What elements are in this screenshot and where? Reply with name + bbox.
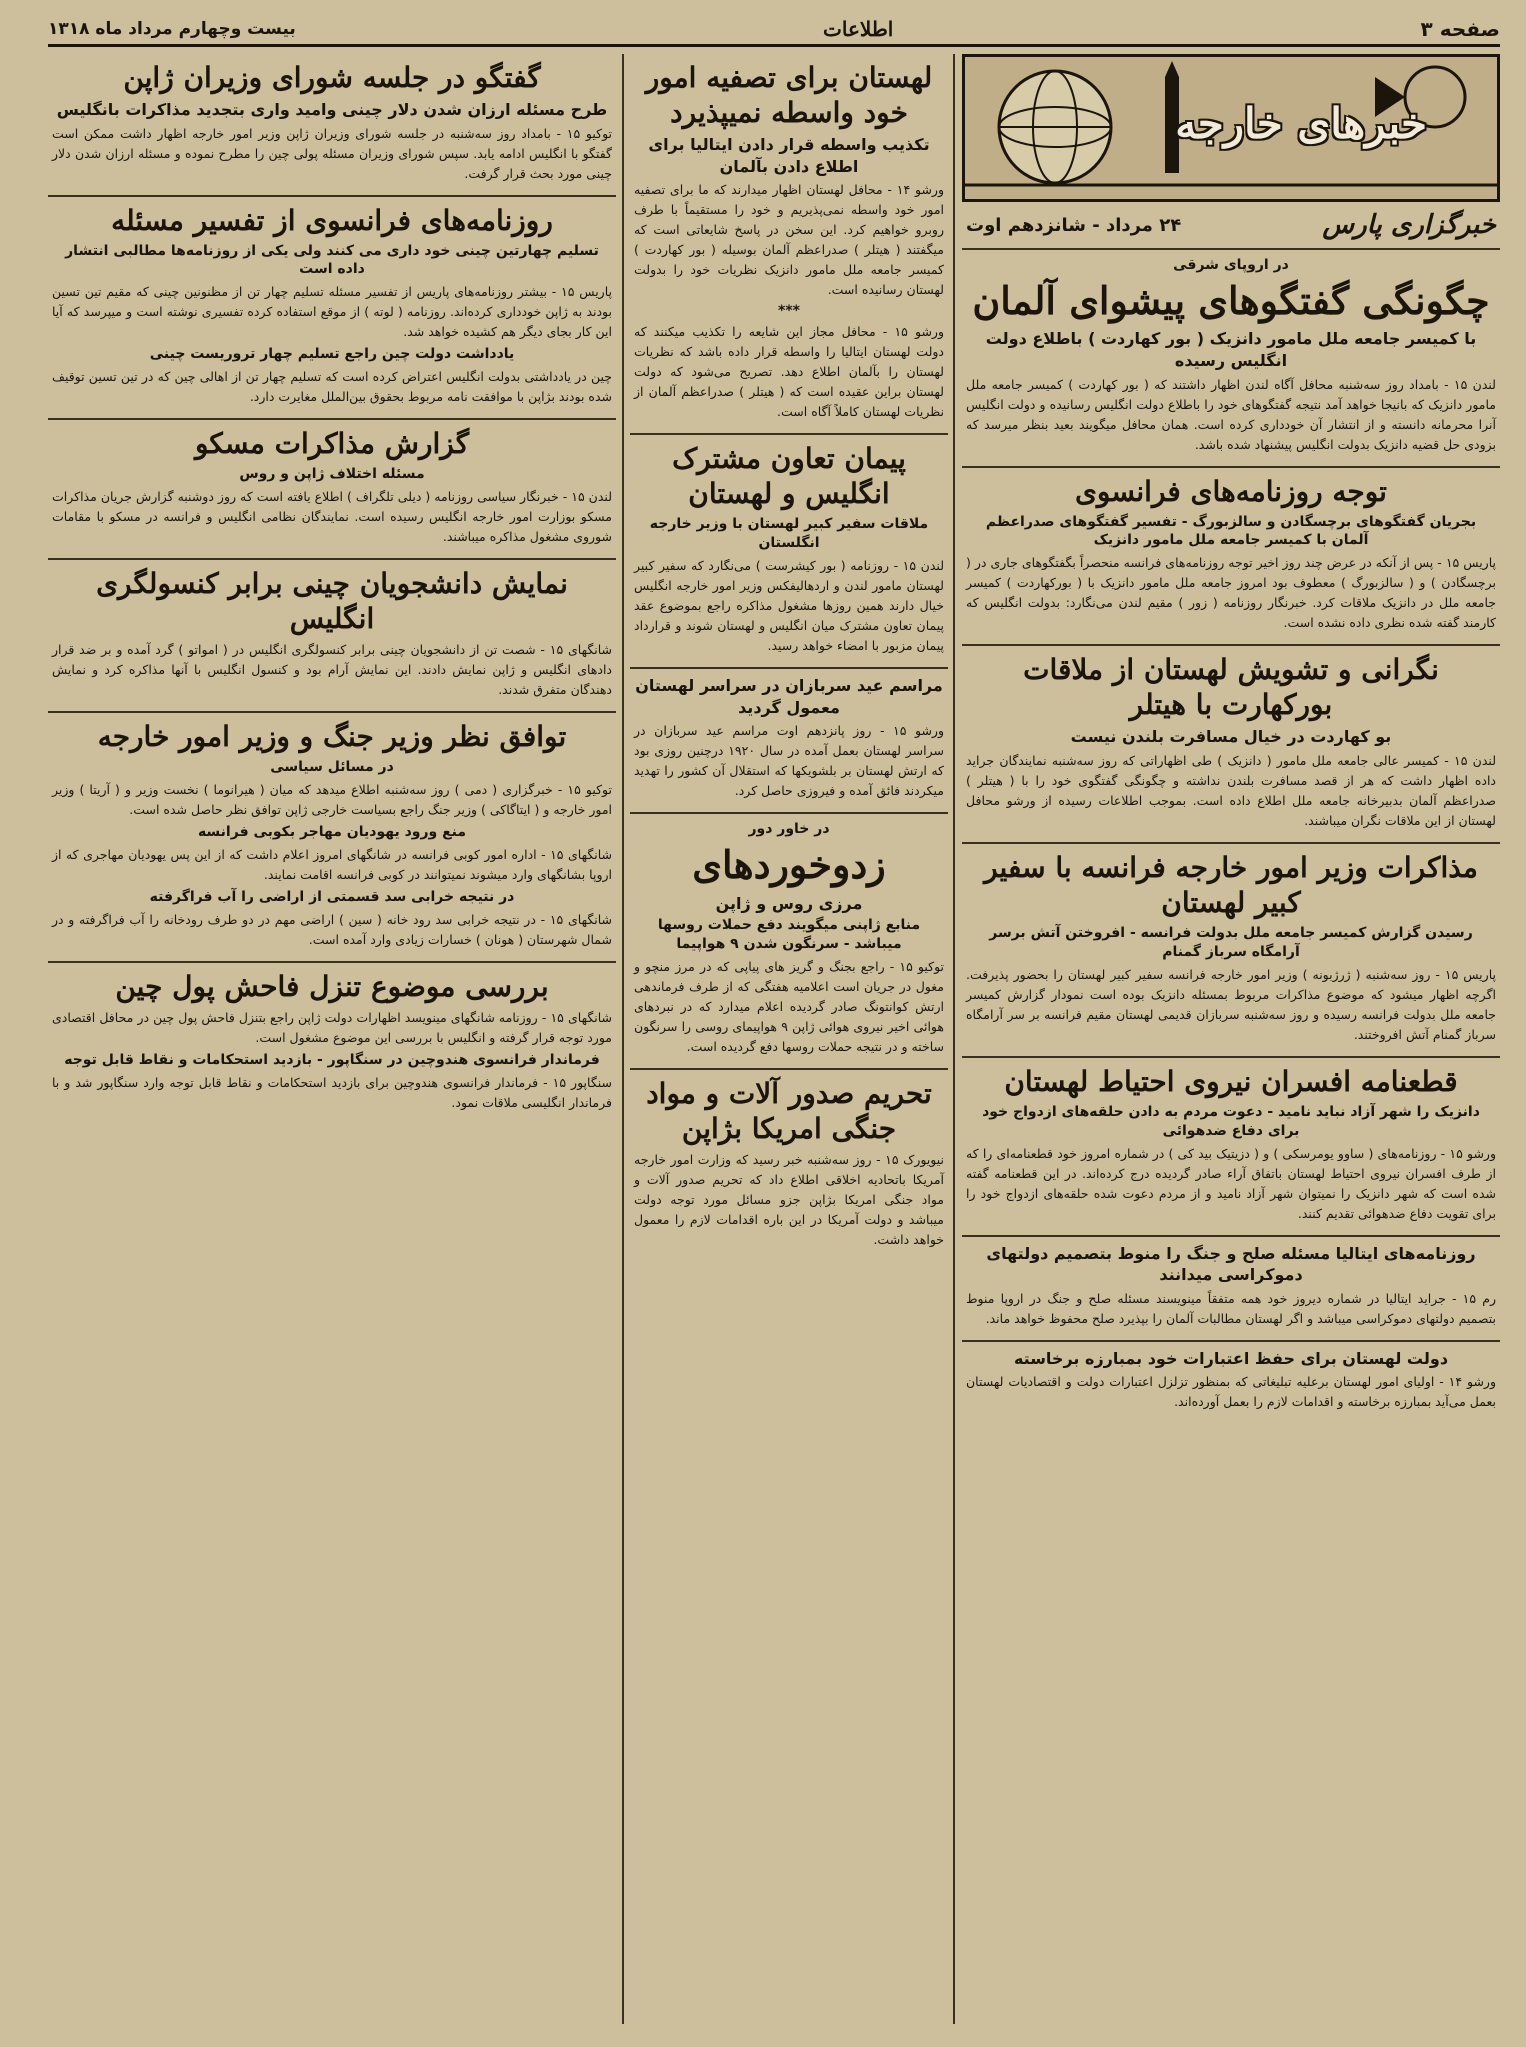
article-subhead: با کمیسر جامعه ملل مامور دانزیک ( بور کهاردت ) باطلاع دولت انگلیس رسیده <box>985 329 1477 370</box>
article <box>48 560 616 713</box>
article-body: شانگهای ۱۵ - روزنامه شانگهای مینویسد اظهارات دولت ژاپن راجع بتنزل فاحش پول چین در محافل اقتصادی مورد توجه قرار گرفته و انگلیس با بررسی این موضوع مشغول است. <box>52 1009 612 1045</box>
article-subhead: تکذیب واسطه قرار دادن ایتالیا برای اطلاع دادن بآلمان <box>648 135 930 176</box>
page-number: صفحه ۳ <box>1420 17 1500 41</box>
article-body: شانگهای ۱۵ - شصت تن از دانشجویان چینی برابر کنسولگری انگلیس در ( امواتو ) گرد آمده و بر ضد قرار دادهای انگلیس و ژاپن نمایش دادند. این نمایش آرام بود و کنسول انگلیس با آنها مذاکره کرد و نمایش دهندگان متفرق شدند. <box>52 642 612 698</box>
article <box>962 1342 1500 1424</box>
article-body: پاریس ۱۵ - بیشتر روزنامه‌های پاریس از تفسیر مسئله تسلیم چهار تن از مظنونین چینی که مقیم تین تسین بودند به ژاپن خودداری کرده‌اند. روزنامه ( لوته ) از موقع استفاده کرده تفسیری نوشته است و میپرسد که آیا این کار بجای دیگر هم کشیده خواهد شد. <box>52 284 612 340</box>
article-body: چین در یادداشتی بدولت انگلیس اعتراض کرده است که تسلیم چهار تن از اهالی چین که در تین تسین توقیف شده بودند بژاپن با موافقت نامه مربوط بحقوق بین‌الملل مغایرت دارد. <box>52 369 612 405</box>
article-headline: روزنامه‌های ایتالیا مسئله صلح و جنگ را منوط بتصمیم دولتهای دموکراسی میدانند <box>986 1243 1476 1285</box>
newspaper-page <box>48 14 1500 2024</box>
issue-date: بیست وچهارم مرداد ماه ۱۳۱۸ <box>48 19 296 39</box>
article-headline: توجه روزنامه‌های فرانسوی <box>1075 474 1387 508</box>
article <box>962 844 1500 1058</box>
article-subhead: در مسائل سیاسی <box>270 759 394 776</box>
article-body: نیویورک ۱۵ - روز سه‌شنبه خبر رسید که وزارت امور خارجه آمریکا باتحادیه اخلاقی اطلاع داد که تحریم صدور آلات و مواد جنگی امریکا بژاپن جزو مسائل مورد توجه دولت میباشد و دولت آمریکا در این باره اقدامات لازم را معمول خواهد داشت. <box>634 1151 945 1247</box>
article-body: ورشو ۱۴ - محافل لهستان اظهار میدارند که ما برای تصفیه امور خود واسطه نمی‌پذیریم و خود را مستقیماً با طرف روبرو خواهیم کرد. این سخن در پاسخ شایعاتی است که میگفتند ( هیتلر ) صدراعظم آلمان بوسیله ( بور کهاردت ) کمیسر جامعه ملل مامور دانزیک نظریات خود را بدولت لهستان رسانیده است. <box>634 182 944 298</box>
article-headline: پیمان تعاون مشترک انگلیس و لهستان <box>672 442 906 511</box>
article-body: شانگهای ۱۵ - در نتیجه خرابی سد رود خانه ( سین ) اراضی مهم در دو طرف رودخانه را آب فراگرفته و در شمال شهرستان ( هونان ) خسارات زیادی وارد آمده است. <box>52 911 612 947</box>
newspaper-name: اطلاعات <box>823 17 894 41</box>
article <box>630 669 948 814</box>
article-kicker: در خاور دور <box>748 821 830 838</box>
article-headline: روزنامه‌های فرانسوی از تفسیر مسئله <box>111 203 553 237</box>
article <box>962 468 1500 647</box>
article-headline: چگونگی گفتگوهای پیشوای آلمان <box>972 277 1490 323</box>
article-subhead: بجریان گفتگوهای برچسگادن و سالزبورگ - تفسیر گفتگوهای صدراعظم آلمان با کمیسر جامعه ملل مامور دانزیک <box>985 513 1477 549</box>
agency-date: ۲۴ مرداد - شانزدهم اوت <box>966 214 1182 236</box>
column-rule <box>622 54 624 2024</box>
article-body: ورشو ۱۵ - روزنامه‌های ( ساوو یومرسکی ) و ( دزیتیک بید کی ) در شماره امروز خود قطعنامه‌ای را که از طرف افسران نیروی احتیاط لهستان باتفاق آراء صادر گردیده درج کرده‌اند. در این قطعنامه گفته شده است که شهر دانزیک را نمیتوان شهر آزاد نامید و از مردم دعوت شده حلقه‌های ازدواج خود را برای تقویت دفاع ضدهوائی تقدیم کنند. <box>966 1145 1496 1221</box>
article-headline: بررسی موضوع تنزل فاحش پول چین <box>115 969 549 1003</box>
article-headline: نگرانی و تشویش لهستان از ملاقات بورکهارت با هیتلر <box>1023 653 1439 722</box>
column-rule <box>953 54 955 2024</box>
article-headline: مراسم عید سربازان در سراسر لهستان معمول گردید <box>635 675 943 717</box>
article-body: لندن ۱۵ - خبرنگار سیاسی روزنامه ( دیلی تلگراف ) اطلاع یافته است که روز دوشنبه گزارش جریان مذاکرات مسکو بوزارت امور خارجه انگلیس رسیده است. نمایندگان نظامی انگلیس و فرانسه در مسکو با مقامات شوروی مشغول مذاکره میباشند. <box>52 489 613 545</box>
article <box>630 814 948 1070</box>
column-right <box>962 54 1500 2024</box>
article-body: سنگاپور ۱۵ - فرماندار فرانسوی هندوچین برای بازدید استحکامات و نقاط قابل توجه وارد سنگاپور شد و با فرماندار انگلیسی ملاقات نمود. <box>52 1074 612 1110</box>
foreign-news-banner <box>962 54 1500 202</box>
article-body: لندن ۱۵ - کمیسر عالی جامعه ملل مامور ( دانزیک ) طی اظهاراتی که روز سه‌شنبه نمایندگان جراید داده اظهار داشت که هر از قصد مسافرت بلندن نداشته و چگونگی گفتگوی خود را با ( هیتلر ) صدراعظم آلمان بدبیرخانه جامعه ملل اطلاع داده است. بموجب اطلاعات رسیده از ورشو محافل لهستان از این ملاقات نگران میباشند. <box>966 752 1497 828</box>
article-body: رم ۱۵ - جراید ایتالیا در شماره دیروز خود همه متفقاً مینویسند مسئله صلح و جنگ در اروپا منوط بتصمیم دولتهای دموکراسی میباشد و اگر لهستان مطالبات آلمان را بپذیرد صلح محفوظ خواهد ماند. <box>966 1290 1497 1326</box>
article-headline: گزارش مذاکرات مسکو <box>194 427 470 461</box>
article-headline: در نتیجه خرابی سد قسمتی از اراضی را آب فراگرفته <box>149 888 515 905</box>
column-middle <box>630 54 948 2024</box>
article-subhead: تسلیم چهارتین چینی خود داری می کنند ولی یکی از روزنامه‌ها مطالبی انتشار داده است <box>65 242 599 278</box>
article <box>48 420 616 560</box>
article-subhead: رسیدن گزارش کمیسر جامعه ملل بدولت فرانسه - افروختن آتش برسر آرامگاه سرباز گمنام <box>989 924 1473 960</box>
article-subhead: بو کهاردت در خیال مسافرت بلندن نیست <box>1070 727 1392 747</box>
column-left <box>48 54 616 2024</box>
article-body: پاریس ۱۵ - روز سه‌شنبه ( ژرژبونه ) وزیر امور خارجه فرانسه سفیر کبیر لهستان را بحضور پذیرفت. اگرچه اظهار میشود که موضوع مذاکرات مربوط بمسئله دانزیک بوده است نمودار گزارش کمیسر جامعه ملل بدولت فرانسه رسیده و روز سه‌شنبه سربازان قدیمی لهستان مقیم فرانسه بر سر آرامگاه سرباز گمنام آتش افروختند. <box>966 966 1496 1042</box>
article-kicker: در اروپای شرقی <box>1173 257 1289 273</box>
article <box>962 250 1500 468</box>
masthead <box>48 14 1500 47</box>
article-headline: منع ورود یهودیان مهاجر بکوبی فرانسه <box>197 824 467 841</box>
article <box>48 54 616 197</box>
article-body: لندن ۱۵ - روزنامه ( بور کیشرست ) می‌نگارد که سفیر کبیر لهستان مامور لندن و اردهالیفکس وزیر امور خارجه انگلیس خیال دارند همین روزها مشغول مذاکره راجع بموضوع عقد پیمان تعاون مشترک میان انگلیس و لهستان شوند و قرارداد پیمان مزبور با امضاء خواهد رسید. <box>634 557 945 653</box>
article-body: توکیو ۱۵ - خبرگزاری ( دمی ) روز سه‌شنبه اطلاع میدهد که میان ( هیرانوما ) نخست وزیر و ( آریتا ) وزیر امور خارجه و ( ایتاگاکی ) وزیر جنگ راجع بسیاست خارجی ژاپن توافق نظر حاصل شده است. <box>52 782 612 818</box>
article-subhead: منابع ژاپنی میگویند دفع حملات روسها میباشد - سرنگون شدن ۹ هواپیما <box>657 917 921 953</box>
article-headline: گفتگو در جلسه شورای وزیران ژاپن <box>123 61 541 94</box>
agency-line <box>962 202 1500 250</box>
article-subhead: طرح مسئله ارزان شدن دلار چینی وامید واری بتجدید مذاکرات بانگلیس <box>56 100 608 119</box>
article-body: ورشو ۱۵ - محافل مجاز این شایعه را تکذیب میکنند که دولت لهستان ایتالیا را واسطه قرار داده باشد که نظریات لهستان را بآلمان اطلاع دهد. تصریح می‌شود که دولت لهستان براین عقیده است که ( هیتلر ) صدراعظم آلمان از نظریات لهستان کاملاً آگاه است. <box>634 324 944 420</box>
article-headline: مذاکرات وزیر امور خارجه فرانسه با سفیر کبیر لهستان <box>984 850 1478 919</box>
article-subhead: دانزیک را شهر آزاد نباید نامید - دعوت مردم به دادن حلقه‌های ازدواج خود برای دفاع ضدهوائی <box>982 1103 1480 1139</box>
article <box>48 197 616 421</box>
article <box>630 54 948 435</box>
article-subhead: مرزی روس و ژاپن <box>715 893 863 913</box>
agency-name: خبرگزاری پارس <box>1322 210 1496 240</box>
article-headline: زدوخوردهای <box>692 842 886 888</box>
article <box>48 963 616 1124</box>
article-headline: لهستان برای تصفیه امور خود واسطه نمیپذیرد <box>645 61 933 129</box>
article <box>962 646 1500 844</box>
article <box>962 1058 1500 1237</box>
article-body: لندن ۱۵ - بامداد روز سه‌شنبه محافل آگاه لندن اظهار داشتند که ( بور کهاردت ) کمیسر جامعه ملل مامور دانزیک که بانیجا خواهد آمد نتیجه گفتگوهای خود را باطلاع دولت انگلیس رسانیده و دولت انگلیس آنرا محرمانه دانسته و از انتشار آن خودداری کرده است. همان محافل میگویند بعید بنظر میرسد که بزودی حل قضیه دانزیک بدولت انگلیس پیشنهاد شده باشد. <box>966 376 1496 452</box>
article-subhead: ملاقات سفیر کبیر لهستان با وزیر خارجه انگلستان <box>649 516 929 552</box>
section-separator: *** <box>778 303 800 320</box>
article <box>48 713 616 963</box>
article-body: ورشو ۱۵ - روز پانزدهم اوت مراسم عید سربازان در سراسر لهستان بعمل آمده در سال ۱۹۲۰ درچنین روزی بود که ارتش لهستان بر بلشویکها که استقلال آن کشور را تهدید میکردند فائق آمده و فیروزی حاصل کرد. <box>634 723 944 799</box>
article <box>962 1237 1500 1342</box>
article-headline: فرماندار فرانسوی هندوچین در سنگاپور - بازدید استحکامات و نقاط قابل توجه <box>64 1051 600 1068</box>
article-headline: توافق نظر وزیر جنگ و وزیر امور خارجه <box>97 720 567 754</box>
article-body: ورشو ۱۴ - اولیای امور لهستان برعلیه تبلیغاتی که بمنظور تزلزل اعتبارات دولت و اقتصادیات لهستان بعمل می‌آید بمبارزه برخاسته و اقدامات لازم را بعمل آورده‌اند. <box>966 1374 1497 1410</box>
article-body: توکیو ۱۵ - راجع بجنگ و گریز های پیاپی که در مرز منچو و مغول در جریان است اعلامیه هفتگی که از طرف فرماندهی ارتش کوانتونگ صادر گردیده اعلام میدارد که در نبردهای هوائی اخیر نیروی هوائی ژاپن ۹ هواپیمای روسی را سرنگون ساخته و در نتیجه حملات روسها دفع گردیده است. <box>634 958 945 1054</box>
article-body: توکیو ۱۵ - بامداد روز سه‌شنبه در جلسه شورای وزیران ژاپن وزیر امور خارجه اظهار داشت ممکن است گفتگو با انگلیس ادامه یابد. سپس شورای وزیران مسئله پولی چین را مطرح نموده و مسئله ارزان شدن دلار چینی مورد بحث قرار گرفت. <box>52 125 613 181</box>
article-headline: یادداشت دولت چین راجع تسلیم چهار تروریست چینی <box>149 346 515 363</box>
article-headline: نمایش دانشجویان چینی برابر کنسولگری انگلیس <box>96 567 568 636</box>
article <box>630 1070 948 1261</box>
article <box>630 435 948 669</box>
banner-title: خبرهای خارجه <box>1175 99 1427 148</box>
article-headline: قطعنامه افسران نیروی احتیاط لهستان <box>1004 1064 1458 1098</box>
article-headline: دولت لهستان برای حفظ اعتبارات خود بمبارزه برخاسته <box>1013 1348 1449 1368</box>
article-body: پاریس ۱۵ - پس از آنکه در عرض چند روز اخیر توجه روزنامه‌های فرانسه منحصراً بگفتگوهای جاری در ( برچسگادن ) و ( سالزبورگ ) معطوف بود امروز جامعه ملل مامور دانزیک با ( بورکهاردت ) کمیسر جامعه ملل در دانزیک ملاقات کرد. خبرنگار روزنامه ( زور ) مقیم لندن می‌نگارد: بدولت انگلیس که کارمند گفته شده نظری داده نشده است. <box>966 555 1496 631</box>
article-headline: تحریم صدور آلات و مواد جنگی امریکا بژاپن <box>646 1076 932 1145</box>
article-body: شانگهای ۱۵ - اداره امور کوبی فرانسه در شانگهای امروز اعلام داشت که از این پس یهودیان مهاجری که از اروپا بشانگهای وارد میشوند نمیتوانند در کوبی فرانسه اقامت نمایند. <box>52 846 612 882</box>
article-subhead: مسئله اختلاف ژاپن و روس <box>239 466 425 483</box>
